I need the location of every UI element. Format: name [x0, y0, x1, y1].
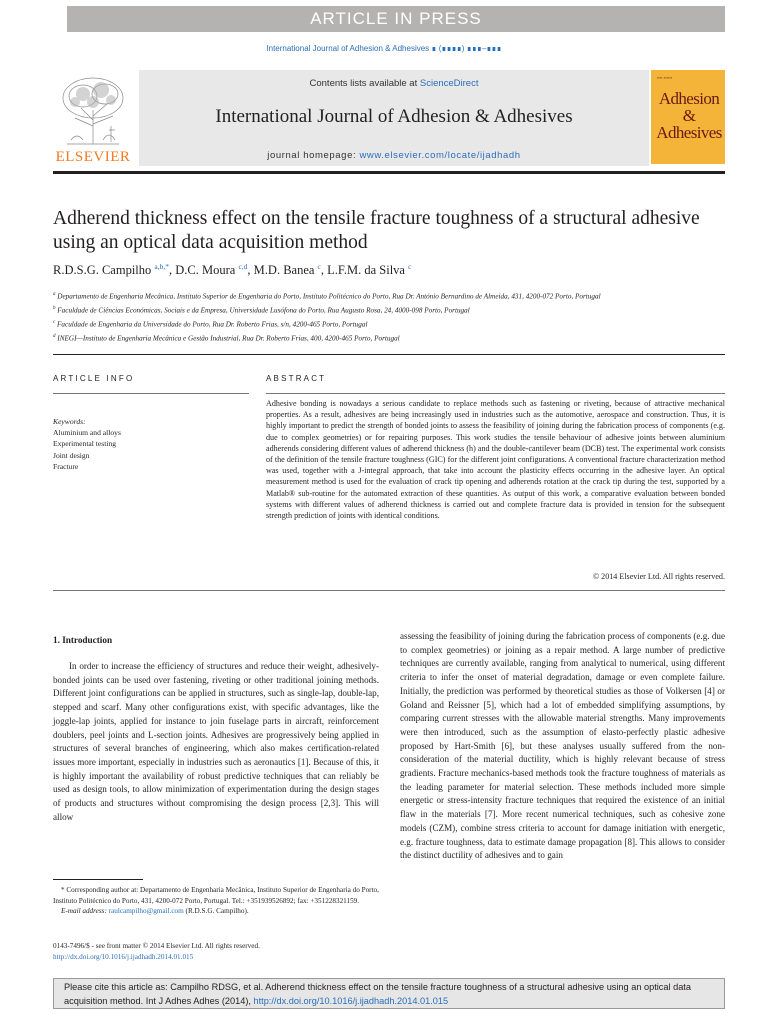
- masthead: [53, 70, 725, 166]
- keywords-label: Keywords:: [53, 417, 86, 426]
- affiliations: [53, 289, 725, 345]
- author-list: R.D.S.G. Campilho $^{a,b,*}$, D.C. Moura $^{c,d}$, M.D. Banea $^c$, L.F.M. da Silva $^c$: [53, 262, 412, 278]
- issn-block: [53, 941, 379, 962]
- contents-prefix: Contents lists available at: [309, 78, 420, 89]
- email-link[interactable]: raulcampilho@gmail.com: [108, 907, 184, 916]
- body-column-right: [400, 630, 725, 863]
- keyword: Aluminium and alloys: [53, 428, 121, 438]
- email-suffix: (R.D.S.G. Campilho).: [183, 907, 249, 916]
- corresponding-author-footnote: [53, 885, 379, 917]
- affiliation: $^b$ Faculdade de Ciências Económicas, Sociais e da Empresa, Universidade Lusófona do Porto, Rua Augusto Rosa, 24, 4000-098 Porto, Portugal: [53, 305, 470, 315]
- footnote-rule: [53, 879, 143, 880]
- journal-header-panel: [139, 70, 649, 166]
- issn-line: 0143-7496/$ - see front matter © 2014 Elsevier Ltd. All rights reserved.: [53, 942, 260, 950]
- affiliation: $^a$ Departamento de Engenharia Mecânica, Instituto Superior de Engenharia do Porto, Instituto Politécnico do Porto, Rua Dr. António Bernardino de Almeida, 431, 4200-072 Porto, Portugal: [53, 292, 601, 301]
- journal-homepage-line: [139, 150, 649, 161]
- cover-masthead-mark: ▪▪▪▪ ▪▪▪▪▪▪: [657, 75, 673, 80]
- doi-link[interactable]: http://dx.doi.org/10.1016/j.ijadhadh.2014.01.015: [53, 952, 194, 961]
- abstract-heading: ABSTRACT: [266, 374, 327, 383]
- body-column-left: [53, 660, 379, 824]
- section-rule: [53, 354, 725, 355]
- keyword: Experimental testing: [53, 439, 117, 449]
- affiliation: $^d$ INEGI—Instituto de Engenharia Mecânica e Gestão Industrial, Rua Dr. Roberto Frias, 400, 4200-465 Porto, Portugal: [53, 333, 400, 343]
- section-heading: 1. Introduction: [53, 635, 113, 645]
- journal-title: International Journal of Adhesion & Adhesives: [215, 106, 573, 127]
- article-title: Adherend thickness effect on the tensile fracture toughness of a structural adhesive using an optical data acquisition method: [53, 208, 700, 253]
- author[interactable]: M.D. Banea $^c$: [253, 262, 321, 278]
- elsevier-tree-icon: [53, 74, 133, 146]
- journal-cover-thumbnail[interactable]: [651, 70, 725, 164]
- paragraph: In order to increase the efficiency of structures and reduce their weight, adhesively-bonded joints can be used over fastening, riveting or other traditional joining methods. Different joint configurations can be applied in structures, such as single-lap, double-lap, stepped and scarf. Many other configurations exist, with specific advantages, like the joggle-lap joints, applied for instance to join fuselage parts in aircraft, reinforcement doublers, peel joints and L-section joints. Adhesives are progressively being applied in structures of several branches of engineering, which also makes certification-related issues more important, especially in industries such as aeronautics [1]. Because of this, it is highly important the availability of robust predictive techniques that can reliably be used as design tools, to allow minimization of experimentation during the design stages of products and structures without compromising the design process [2,3]. This will allow: [53, 661, 379, 822]
- author[interactable]: R.D.S.G. Campilho $^{a,b,*}$: [53, 262, 169, 278]
- keyword: Joint design: [53, 450, 90, 460]
- abstract-bottom-rule: [53, 590, 725, 591]
- citation-text: Please cite this article as: Campilho RDSG, et al. Adherend thickness effect on the tensile fracture toughness of a structural adhesive using an optical data acquisition method. Int J Adhes Adhes (2014),: [64, 982, 691, 1006]
- citation-doi-link[interactable]: http://dx.doi.org/10.1016/j.ijadhadh.2014.01.015: [253, 996, 449, 1006]
- affiliation: $^c$ Faculdade de Engenharia da Universidade do Porto, Rua Dr. Roberto Frias, s/n, 4200-465 Porto, Portugal: [53, 319, 368, 329]
- elsevier-logo: [53, 74, 133, 166]
- elsevier-wordmark: ELSEVIER: [55, 149, 131, 165]
- contents-available-line: [139, 78, 649, 89]
- header-rule: [53, 171, 725, 174]
- corresponding-text: * Corresponding author at: Departamento de Engenharia Mecânica, Instituto Superior de Engenharia do Porto, Instituto Politécnico do Porto, 431, 4200-072 Porto, Portugal. Tel.: +351939526892; fax: +351228321159.: [53, 886, 379, 905]
- abstract-copyright: © 2014 Elsevier Ltd. All rights reserved.: [592, 572, 725, 581]
- cover-title: Adhesion & Adhesives: [656, 89, 722, 142]
- email-label: E-mail address:: [61, 907, 109, 916]
- homepage-prefix: journal homepage:: [267, 150, 360, 161]
- keyword: Fracture: [53, 461, 79, 471]
- sciencedirect-link[interactable]: ScienceDirect: [419, 78, 479, 89]
- author[interactable]: L.F.M. da Silva $^c$: [327, 262, 412, 278]
- email-line: [53, 906, 379, 917]
- journal-reference[interactable]: International Journal of Adhesion & Adhesives ∎ (∎∎∎∎) ∎∎∎–∎∎∎: [266, 44, 502, 53]
- abstract-text: Adhesive bonding is nowadays a serious candidate to replace methods such as fastening or riveting, because of attractive mechanical properties. As a result, adhesives are being increasingly used in industries such as the automotive, aerospace and construction. Thus, it is highly important to predict the strength of bonded joints to assess the feasibility of joining during the fabrication process of components (e.g. due to complex geometries) or for repairing purposes. This work studies the tensile behaviour of adhesive joints between aluminium adherends considering different values of adherend thickness (h) and the double-cantilever beam (DCB) test. The experimental work consists of the definition of the tensile fracture toughness (GIC) for the different joint configurations. A conventional fracture characterization method was used, together with a J-integral approach, that take into account the plasticity effects occurring in the adhesive layer. An optical measurement method is used for the evaluation of crack tip opening and adherends rotation at the crack tip during the test, supported by a Matlab® sub-routine for the automated extraction of these quantities. As output of this work, a comparative evaluation between bonded systems with different values of adherend thickness is carried out and complete fracture data is provided in tension for the subsequent strength prediction of joints with identical conditions.: [266, 399, 725, 521]
- citation-box: [53, 978, 725, 1009]
- author[interactable]: D.C. Moura $^{c,d}$: [175, 262, 248, 278]
- article-info-rule: [53, 393, 249, 394]
- article-info-heading: ARTICLE INFO: [53, 374, 135, 383]
- paragraph: assessing the feasibility of joining during the fabrication process of components (e.g. due to complex geometries) or joining as a repair method. A large number of predictive techniques are currently available, ranging from analytical to numerical, using different criteria to infer the onset of material degradation, damage or even complete failure. Initially, the prediction was performed by theoretical studies as those of Volkersen [4] or Goland and Reissner [5], which had a lot of embedded simplifying assumptions, by comparing current stresses with the allowable material strengths. Many improvements were then introduced, such as the assumption of elasto-perfectly plastic adhesive proposed by Hart-Smith [6], but these analyses usually suffered from the non-consideration of the material ductility, which is highly relevant because of stress gradients. Fracture mechanics-based methods took the fracture toughness of materials as the leading parameter for material selection. These methods included more simple energetic or stress-intensity fracture techniques that required the existence of an initial flaw in the materials [7]. More recent numerical techniques, such as cohesive zone models (CZM), combine stress criteria to account for damage initiation with energetic, e.g. fracture toughness, data to estimate damage propagation [8]. This allows to consider the distinct ductility of adhesives and to gain: [400, 631, 725, 861]
- article-in-press-banner: ARTICLE IN PRESS: [67, 6, 725, 32]
- keywords-block: [53, 416, 249, 472]
- abstract-rule: [266, 393, 725, 394]
- homepage-link[interactable]: www.elsevier.com/locate/ijadhadh: [359, 150, 521, 161]
